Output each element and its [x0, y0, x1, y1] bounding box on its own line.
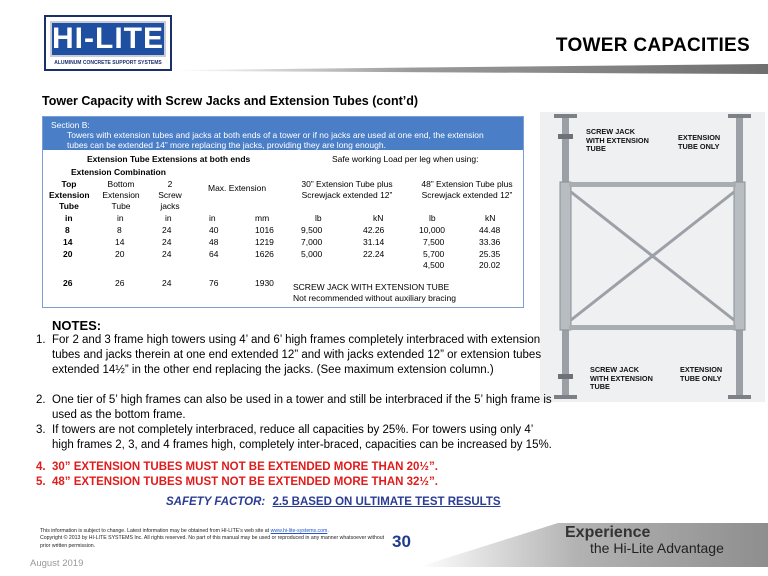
disclaimer [40, 528, 392, 550]
table-cell: 24 [162, 237, 172, 247]
unit-48-kn: kN [485, 213, 496, 223]
table-cell: 20.02 [479, 260, 501, 270]
col-bottom-l3: Tube [111, 201, 131, 211]
unit-bottom: in [117, 213, 124, 223]
label-bottom-left [590, 366, 653, 392]
table-cell: 24 [162, 225, 172, 235]
last-row-note-2: Not recommended without auxiliary bracing [293, 293, 456, 303]
tower-diagram [540, 112, 765, 402]
col-top-l1: Top [61, 179, 77, 189]
unit-30-lb: lb [315, 213, 322, 223]
section-label: Section B: [51, 120, 90, 130]
section-banner [43, 117, 523, 150]
table-cell: 24 [162, 278, 172, 288]
table-cell: 7,500 [423, 237, 445, 247]
table-cell: 20 [63, 249, 73, 259]
top-horizontal [569, 182, 736, 187]
table-cell: 42.26 [363, 225, 385, 235]
table-cell: 22.24 [363, 249, 385, 259]
table-cell: 1219 [255, 237, 274, 247]
note-text: 48” EXTENSION TUBES MUST NOT BE EXTENDED MORE THAN 32½”. [52, 476, 438, 488]
col-max-header: Max. Extension [208, 183, 267, 193]
table-cell: 7,000 [301, 237, 323, 247]
label-br-1: EXTENSION [680, 365, 723, 374]
unit-max-mm: mm [255, 213, 270, 223]
page-title: TOWER CAPACITIES [555, 35, 750, 56]
bottom-left-nut [558, 374, 573, 379]
safety-value: 2.5 BASED ON ULTIMATE TEST RESULTS [272, 496, 501, 508]
col-30-l1: 30” Extension Tube plus [301, 179, 393, 189]
label-tr-2: TUBE ONLY [678, 141, 720, 151]
unit-max-in: in [209, 213, 216, 223]
label-bl-2: WITH EXTENSION [590, 373, 653, 383]
last-row-note-1: SCREW JACK WITH EXTENSION TUBE [293, 282, 450, 292]
note-number: 3. [36, 424, 46, 436]
label-top-left [586, 128, 649, 154]
table-cell: 14 [115, 237, 125, 247]
table-cell: 1626 [255, 249, 274, 259]
table-cell: 8 [117, 225, 122, 235]
col-48-l1: 48” Extension Tube plus [421, 179, 513, 189]
bottom-horizontal [569, 325, 736, 330]
page-number: 30 [392, 532, 411, 551]
label-top-right [678, 134, 720, 151]
table-cell: 33.36 [479, 237, 501, 247]
label-tr-1: EXTENSION [678, 133, 721, 142]
table-cell: 20 [115, 249, 125, 259]
table-cell: 10,000 [419, 225, 445, 235]
section-line-2: tubes can be extended 14” more replacing the jacks, providing they are long enough. [67, 140, 386, 150]
table-cell: 40 [209, 225, 219, 235]
logo-text: HI-LITE [52, 22, 164, 55]
label-bottom-right [680, 366, 722, 383]
note-text: If towers are not completely interbraced, reduce all capacities by 25%. For towers using only 4’ high frames 2, 3, and 4 frames high, completely inter-braced, capacities can be increased by 15%. [52, 424, 552, 451]
website-link[interactable]: www.hi-lite-systems.com [270, 528, 328, 534]
table-cell: 25.35 [479, 249, 501, 259]
right-frame-post [734, 182, 745, 330]
disclaimer-text-a: This information is subject to change. Latest information may be obtained from HI-LITE’s web site at [40, 528, 271, 534]
col-bottom-l2: Extension [102, 190, 140, 200]
table-cell: 1930 [255, 278, 274, 288]
left-frame-post [560, 182, 571, 330]
safety-label: SAFETY FACTOR: [166, 496, 266, 508]
col-top-header [49, 179, 89, 212]
group-heading: Extension Tube Extensions at both ends [87, 154, 251, 164]
col-top-l3: Tube [59, 201, 79, 211]
col-48-l2: Screwjack extended 12” [421, 190, 513, 200]
col-bottom-header [99, 179, 143, 212]
note-number: 4. [36, 461, 46, 473]
label-bl-1: SCREW JACK [590, 365, 640, 374]
col-30-header [287, 179, 407, 201]
col-screw-header [153, 179, 187, 212]
table-cell: 14 [63, 237, 73, 247]
section-subtitle: Tower Capacity with Screw Jacks and Extension Tubes (cont’d) [42, 94, 419, 108]
note-number: 5. [36, 476, 46, 488]
top-right-plate [728, 114, 751, 118]
section-line-1: Towers with extension tubes and jacks at both ends of a tower or if no jacks are used at one end, the extension [67, 130, 484, 140]
tagline-experience: Experience [565, 524, 651, 541]
label-tl-2: WITH EXTENSION [586, 135, 649, 145]
unit-top: in [65, 213, 73, 223]
table-cell: 1016 [255, 225, 274, 235]
disclaimer-text-c: Copyright © 2013 by HI-LITE SYSTEMS Inc. All rights reserved. No part of this manual may be used or reproduced in any manner whatsoever without prior written permission. [40, 535, 385, 549]
table-cell: 5,700 [423, 249, 445, 259]
table-cell: 5,000 [301, 249, 323, 259]
disclaimer-text-b: . [327, 528, 329, 534]
col-bottom-l1: Bottom [107, 179, 135, 189]
note-number: 2. [36, 394, 46, 406]
label-tl-3: TUBE [586, 144, 606, 153]
unit-30-kn: kN [373, 213, 384, 223]
capacity-table [42, 116, 524, 308]
note-text: One tier of 5’ high frames can also be used in a tower and still be interbraced if the 5’ high frame is used as the bottom frame. [52, 394, 552, 421]
bottom-left-plate [554, 395, 577, 399]
tower-drawing [540, 112, 765, 402]
safe-load-heading: Safe working Load per leg when using: [332, 154, 479, 164]
note-number: 1. [36, 334, 46, 346]
label-br-2: TUBE ONLY [680, 373, 722, 383]
table-cell: 31.14 [363, 237, 385, 247]
col-screw-l3: jacks [160, 201, 180, 211]
table-cell: 64 [209, 249, 219, 259]
col-48-header [409, 179, 525, 201]
col-top-l2: Extension [49, 190, 90, 200]
table-cell: 44.48 [479, 225, 501, 235]
table-cell: 24 [162, 249, 172, 259]
bottom-right-plate [728, 395, 751, 399]
table-cell: 8 [65, 225, 70, 235]
unit-48-lb: lb [429, 213, 436, 223]
label-bl-3: TUBE [590, 382, 610, 391]
top-left-plate [554, 114, 577, 118]
table-cell: 26 [63, 278, 73, 288]
col-screw-l1: 2 [167, 179, 173, 189]
combination-heading: Extension Combination [71, 167, 166, 177]
table-cell: 9,500 [301, 225, 323, 235]
document-date: August 2019 [30, 558, 84, 569]
table-cell: 4,500 [423, 260, 445, 270]
col-30-l2: Screwjack extended 12” [301, 190, 393, 200]
safety-factor [166, 496, 501, 508]
note-text: For 2 and 3 frame high towers using 4’ and 6’ high frames completely interbraced with extension tubes and jacks therein at one end extended 12” and with jacks extended 12” or extension tubes extended 14½” in the other end replacing the jacks. (See maximum extension column.) [52, 334, 542, 376]
tagline-advantage: the Hi-Lite Advantage [590, 540, 724, 556]
table-cell: 48 [209, 237, 219, 247]
notes-title: NOTES: [52, 318, 102, 333]
note-text: 30” EXTENSION TUBES MUST NOT BE EXTENDED MORE THAN 20½”. [52, 461, 438, 473]
logo-subtext: ALUMINUM CONCRETE SUPPORT SYSTEMS [54, 60, 162, 66]
table-cell: 26 [115, 278, 125, 288]
label-tl-1: SCREW JACK [586, 127, 636, 136]
top-left-nut [558, 134, 573, 139]
col-screw-l2: Screw [158, 190, 182, 200]
unit-screw: in [165, 213, 172, 223]
header-divider [36, 62, 768, 76]
table-cell: 76 [209, 278, 219, 288]
